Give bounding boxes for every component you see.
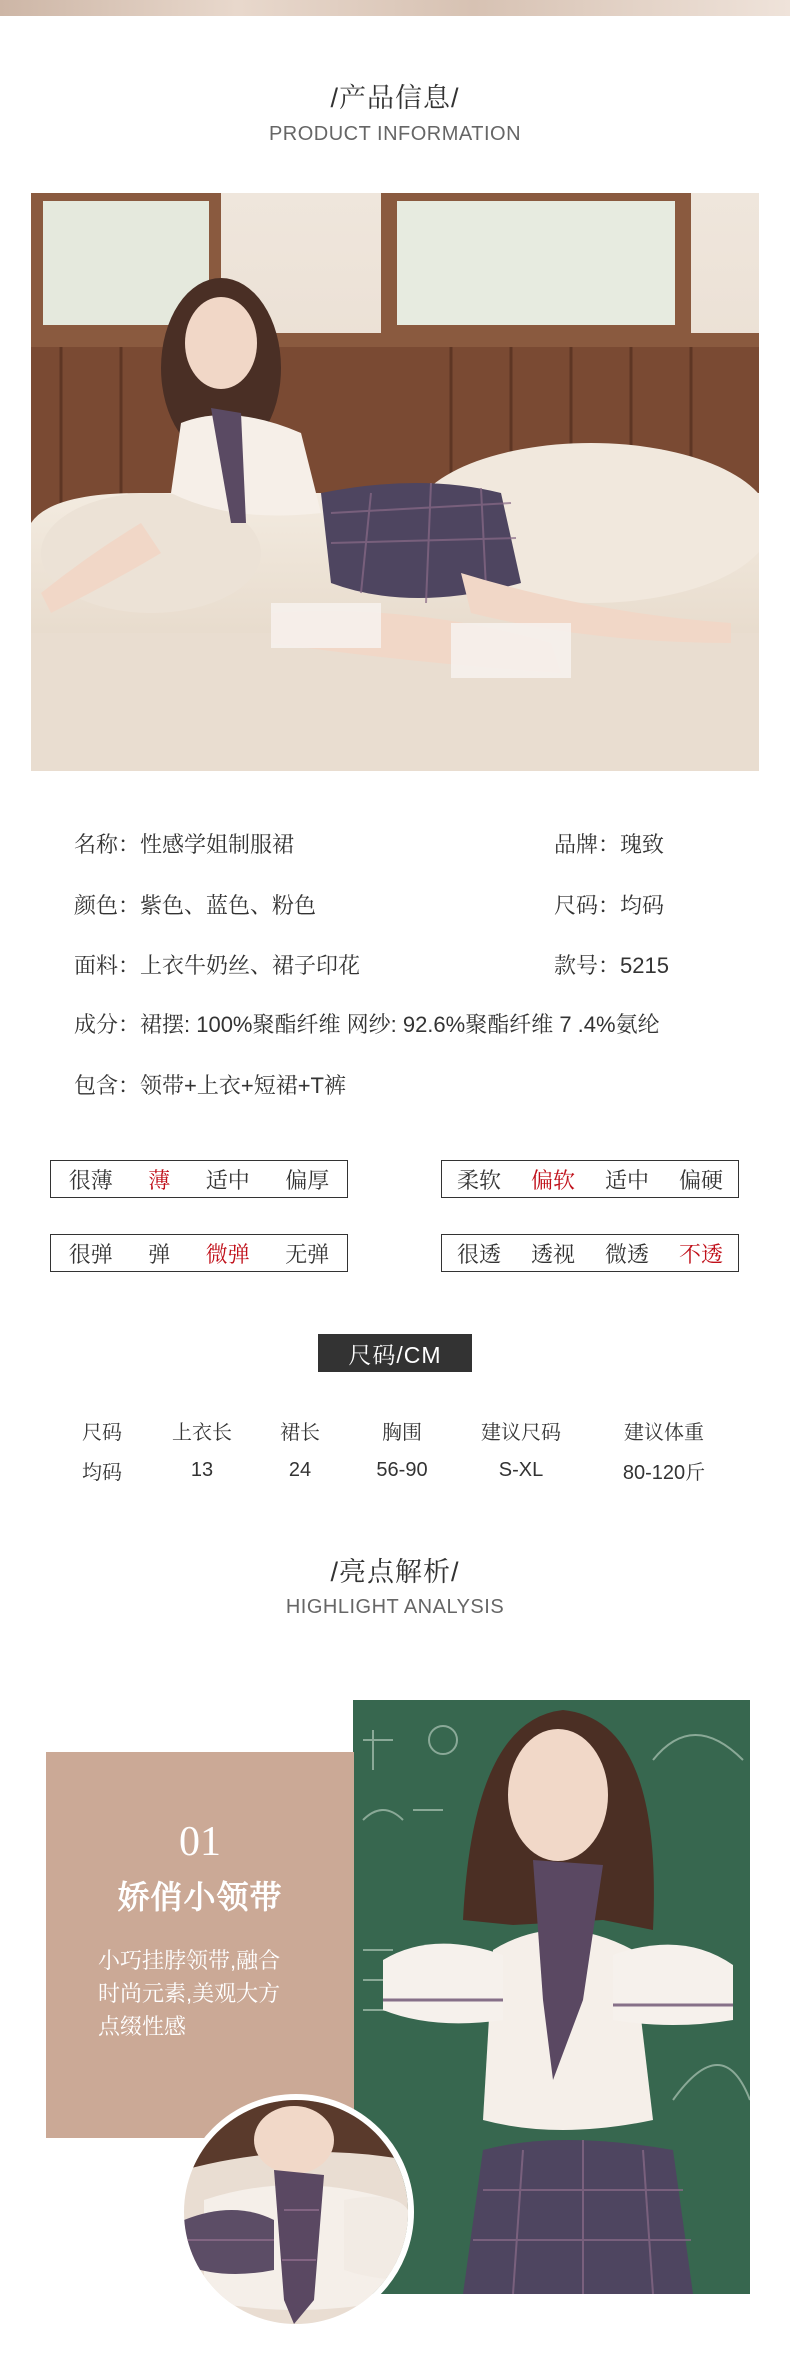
size-chart-badge: 尺码/CM — [318, 1334, 472, 1372]
softness-option: 偏硬 — [678, 1167, 723, 1193]
thickness-option-selected: 薄 — [148, 1167, 171, 1193]
feature-number: 01 — [179, 1819, 221, 1865]
size-chart-row — [50, 1450, 740, 1490]
size-cell: 13 — [190, 1458, 214, 1481]
elasticity-option: 很弹 — [68, 1241, 113, 1267]
size-cell: 56-90 — [376, 1458, 428, 1481]
highlight-section-title: /亮点解析/ — [330, 1557, 460, 1587]
thickness-option: 很薄 — [68, 1167, 113, 1193]
spec-size: 尺码：均码 — [554, 893, 665, 918]
feature-description-line: 时尚元素,美观大方 — [98, 1981, 281, 2006]
thickness-option: 适中 — [205, 1167, 250, 1193]
elasticity-meter — [50, 1234, 348, 1272]
spec-fabric: 面料：上衣牛奶丝、裙子印花 — [74, 953, 361, 978]
softness-option-selected: 偏软 — [530, 1167, 575, 1193]
size-header-cell: 胸围 — [382, 1421, 422, 1444]
size-header-cell: 上衣长 — [172, 1421, 232, 1444]
transparency-option: 透视 — [530, 1241, 575, 1267]
spec-includes: 包含：领带+上衣+短裙+T裤 — [74, 1073, 346, 1098]
softness-meter — [441, 1160, 739, 1198]
elasticity-option: 无弹 — [285, 1241, 330, 1267]
spec-brand: 品牌：瑰致 — [554, 832, 665, 857]
spec-style-no: 款号：5215 — [554, 953, 669, 978]
feature-title: 娇俏小领带 — [117, 1879, 283, 1915]
elasticity-option-selected: 微弹 — [205, 1241, 250, 1267]
size-chart-table — [50, 1410, 740, 1490]
spec-color: 颜色：紫色、蓝色、粉色 — [74, 893, 317, 918]
detail-circle-photo — [178, 2094, 414, 2330]
transparency-option: 很透 — [456, 1241, 501, 1267]
size-cell: S-XL — [498, 1458, 544, 1481]
feature-description-line: 点缀性感 — [98, 2014, 187, 2039]
product-section-subtitle: PRODUCT INFORMATION — [268, 123, 522, 145]
product-photo — [31, 193, 759, 771]
size-cell: 均码 — [82, 1461, 122, 1484]
feature-description-line: 小巧挂脖领带,融合 — [98, 1948, 281, 1973]
transparency-meter — [441, 1234, 739, 1272]
softness-option: 适中 — [604, 1167, 649, 1193]
size-header-cell: 尺码 — [82, 1421, 122, 1444]
thickness-meter — [50, 1160, 348, 1198]
size-cell: 24 — [288, 1458, 312, 1481]
transparency-option: 微透 — [604, 1241, 649, 1267]
top-banner-strip — [0, 0, 790, 16]
size-chart-header-row — [50, 1410, 740, 1450]
size-cell: 80-120斤 — [622, 1461, 706, 1484]
size-header-cell: 建议尺码 — [481, 1421, 561, 1444]
spec-composition: 成分：裙摆: 100%聚酯纤维 网纱: 92.6%聚酯纤维 7 .4%氨纶 — [74, 1012, 660, 1037]
feature-description — [98, 1944, 318, 2043]
elasticity-option: 弹 — [148, 1241, 171, 1267]
thickness-option: 偏厚 — [285, 1167, 330, 1193]
size-header-cell: 裙长 — [280, 1421, 320, 1444]
product-section-title: /产品信息/ — [330, 83, 460, 113]
spec-name: 名称：性感学姐制服裙 — [74, 832, 295, 857]
transparency-option-selected: 不透 — [678, 1241, 723, 1267]
softness-option: 柔软 — [456, 1167, 501, 1193]
size-header-cell: 建议体重 — [624, 1421, 704, 1444]
highlight-section-subtitle: HIGHLIGHT ANALYSIS — [285, 1596, 505, 1618]
